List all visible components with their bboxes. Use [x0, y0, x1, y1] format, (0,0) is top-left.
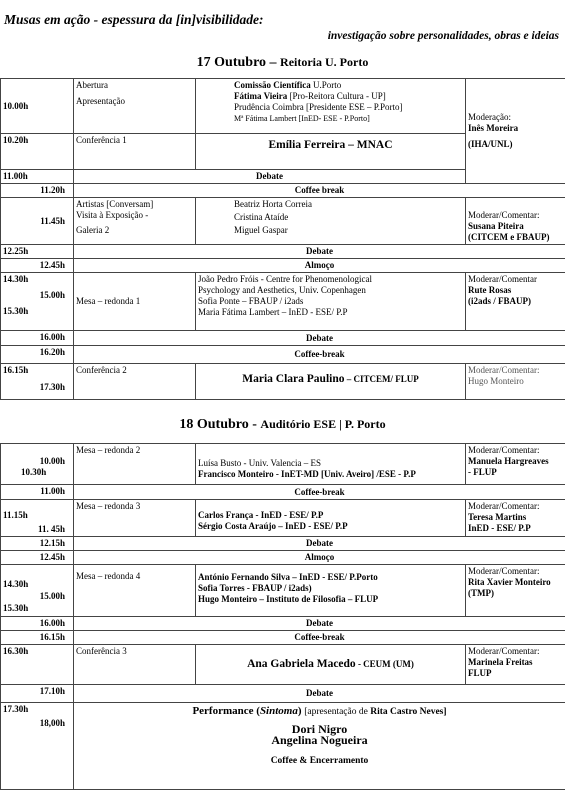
- performer-name: Dori Nigro: [291, 722, 348, 736]
- moderator-label: Moderar/Comentar:: [468, 210, 540, 220]
- day2-header: 18 Outubro - Auditório ESE | P. Porto: [179, 417, 386, 432]
- speaker: Sofia Ponte – FBAUP / i2ads: [198, 296, 304, 306]
- activity: Abertura: [76, 80, 108, 90]
- activity: Conferência 2: [76, 365, 127, 375]
- performance-line: [76, 706, 563, 718]
- program-subtitle: investigação sobre personalidades, obras e ideias: [327, 30, 559, 42]
- presenter-name: Rita Castro Neves: [370, 707, 444, 717]
- moderator-label: Moderar/Comentar:: [468, 365, 540, 375]
- moderator-affiliation: FLUP: [468, 668, 492, 678]
- time: 18,00h: [39, 718, 65, 728]
- time: 10.00h: [39, 456, 65, 466]
- day2-place: Auditório ESE | P. Porto: [260, 417, 386, 431]
- table-row: [1, 273, 565, 331]
- speaker: Francisco Monteiro - InET-MD [Univ. Aveiro] /ESE - P.P: [198, 469, 416, 479]
- activity: Mesa – redonda 4: [76, 571, 141, 581]
- time: 15.30h: [3, 603, 29, 613]
- day1-schedule: [0, 78, 565, 400]
- speaker: Mª Fátima Lambert [InED- ESE - P.Porto]: [234, 114, 370, 123]
- time: 11.45h: [40, 215, 65, 226]
- table-row: [1, 537, 565, 551]
- moderator-label: Moderar/Comentar:: [468, 646, 540, 656]
- table-row: [1, 551, 565, 565]
- moderator-affiliation: InED - ESE/ P.P: [468, 523, 531, 533]
- moderator-name: Teresa Martins: [468, 512, 527, 522]
- affiliation: U.Porto: [310, 80, 342, 90]
- moderator-label: Moderar/Comentar:: [468, 501, 540, 511]
- performance-title: Sintoma: [259, 705, 298, 717]
- activity: Mesa – redonda 2: [76, 445, 141, 455]
- speaker: Hugo Monteiro – Instituto de Filosofia – FLUP: [198, 594, 379, 604]
- table-row: [1, 184, 565, 198]
- activity: Artistas [Conversam]: [76, 199, 154, 209]
- day1-header: 17 Outubro – Reitoria U. Porto: [196, 55, 369, 70]
- activity: Galeria 2: [76, 225, 110, 235]
- affiliation: Psychology and Aesthetics, Univ. Copenhagen: [198, 285, 366, 295]
- session-label: Coffee-break: [294, 632, 345, 642]
- time: 11.15h: [3, 510, 28, 520]
- activity: Conferência 1: [76, 135, 127, 145]
- moderator-affiliation: - FLUP: [468, 467, 497, 477]
- table-row: [1, 245, 565, 259]
- time: 17.30h: [39, 382, 65, 392]
- session-label: Almoço: [304, 552, 335, 562]
- moderator-label: Moderar/Comentar:: [468, 445, 540, 455]
- speaker: Cristina Ataíde: [234, 212, 289, 222]
- time: 12.45h: [39, 552, 65, 562]
- time: 11.00h: [3, 171, 28, 181]
- table-row: [1, 685, 565, 703]
- session-label: Debate: [306, 618, 333, 628]
- session-label: Coffee break: [294, 185, 345, 195]
- speaker: Maria Clara Paulino: [242, 373, 345, 385]
- time: 10.20h: [3, 135, 29, 145]
- session-label: Debate: [306, 538, 333, 548]
- affiliation: – CITCEM/ FLUP: [344, 374, 419, 384]
- time: 16.20h: [39, 347, 65, 357]
- time: 16.00h: [39, 332, 65, 342]
- session-label: Debate: [306, 332, 333, 343]
- time: 10.00h: [3, 100, 29, 111]
- speaker: Ana Gabriela Macedo: [247, 658, 356, 670]
- performance-label: Performance (: [192, 705, 260, 717]
- moderator-affiliation: (TMP): [468, 588, 494, 598]
- speaker: António Fernando Silva – InED - ESE/ P.Porto: [198, 572, 378, 582]
- session-label: Coffee-break: [294, 349, 345, 359]
- moderator-label: Moderação:: [468, 112, 511, 122]
- time: 12.15h: [39, 538, 65, 548]
- moderator-name: Marinela Freitas: [468, 657, 533, 667]
- speaker: Maria Fátima Lambert – InED - ESE/ P.P: [198, 307, 348, 317]
- table-row: [1, 198, 565, 245]
- program-title: Musas em ação - espessura da [in]visibilidade:: [4, 12, 264, 27]
- time: 11.00h: [40, 486, 65, 496]
- affiliation: - CEUM (UM): [355, 659, 414, 669]
- time: 15.00h: [39, 290, 65, 300]
- moderator-name: Manuela Hargreaves: [468, 456, 549, 466]
- moderator-name: Rita Xavier Monteiro: [468, 577, 551, 587]
- table-row: [1, 79, 565, 134]
- moderator-affiliation: (IHA/UNL): [468, 139, 513, 149]
- session-label: Debate: [306, 688, 333, 698]
- time: 11.20h: [40, 185, 65, 195]
- time: 16.15h: [39, 632, 65, 642]
- speaker: Fátima Vieira: [234, 91, 288, 101]
- table-row: [1, 645, 565, 685]
- speaker: Sérgio Costa Araújo – InED - ESE/ P.P: [198, 521, 348, 531]
- moderator-label: Moderar/Comentar:: [468, 566, 540, 576]
- moderator-name: Susana Piteira: [468, 221, 524, 231]
- speaker: Emília Ferreira – MNAC: [268, 139, 393, 151]
- affiliation: [Pro-Reitora Cultura - UP]: [287, 91, 386, 101]
- table-row: [1, 331, 565, 346]
- day2-date: 18 Outubro: [179, 417, 249, 432]
- moderator-name: Hugo Monteiro: [468, 376, 524, 386]
- time: 14.30h: [3, 274, 29, 284]
- speaker: Comissão Científica: [234, 80, 311, 90]
- time: 17.10h: [39, 686, 65, 696]
- moderator-affiliation: (CITCEM e FBAUP): [468, 232, 550, 242]
- time: 16.15h: [3, 365, 29, 375]
- table-row: [1, 565, 565, 617]
- speaker: Luísa Busto - Univ. Valencia – ES: [198, 458, 321, 468]
- table-row: [1, 346, 565, 364]
- table-row: [1, 617, 565, 631]
- time: 17.30h: [3, 704, 29, 714]
- activity: Mesa – redonda 3: [76, 501, 141, 511]
- table-row: [1, 444, 565, 485]
- table-row: [1, 485, 565, 500]
- performance-note: [apresentação de: [304, 707, 371, 717]
- performer-name: Angelina Nogueira: [271, 733, 368, 747]
- time: 16.00h: [39, 618, 65, 628]
- session-label: Debate: [306, 246, 333, 256]
- time: 10.30h: [21, 467, 47, 477]
- time: 14.30h: [3, 579, 29, 589]
- day1-date: 17 Outubro: [196, 55, 267, 70]
- table-row: [1, 364, 565, 400]
- time: 12.45h: [39, 260, 65, 270]
- moderator-name: Inês Moreira: [468, 123, 519, 133]
- day2-schedule: [0, 443, 565, 790]
- moderator-label: Moderar/Comentar: [468, 274, 537, 284]
- table-row: [1, 259, 565, 273]
- day1-place: Reitoria U. Porto: [280, 55, 369, 69]
- activity: Visita à Exposição -: [76, 210, 149, 220]
- session-label: Coffee-break: [294, 486, 345, 497]
- performance-note-close: ]: [443, 707, 447, 717]
- performance-label-close: ): [297, 705, 305, 717]
- speaker: Carlos França - InED - ESE/ P.P: [198, 510, 324, 520]
- session-label: Debate: [256, 171, 283, 181]
- time: 12.25h: [3, 246, 29, 256]
- speaker: João Pedro Fróis: [198, 274, 259, 284]
- speaker: Sofia Torres - FBAUP / i2ads): [198, 583, 312, 593]
- speaker: Prudência Coimbra [Presidente ESE – P.Porto]: [234, 102, 403, 112]
- activity: Apresentação: [76, 96, 125, 106]
- time: 15.30h: [3, 306, 29, 316]
- affiliation: - Centre for Phenomenological: [258, 274, 372, 284]
- speaker: Beatriz Horta Correia: [234, 199, 312, 209]
- table-row: [1, 631, 565, 645]
- time: 16.30h: [3, 646, 29, 656]
- time: 11. 45h: [37, 524, 65, 534]
- speaker: Miguel Gaspar: [234, 225, 288, 235]
- table-row: [1, 500, 565, 537]
- table-row: [1, 703, 565, 790]
- activity: Conferência 3: [76, 646, 127, 656]
- session-label: Almoço: [304, 260, 335, 270]
- activity: Mesa – redonda 1: [76, 296, 141, 306]
- moderator-affiliation: (i2ads / FBAUP): [468, 296, 531, 306]
- closing-label: Coffee & Encerramento: [270, 756, 369, 766]
- time: 15.00h: [39, 591, 65, 601]
- moderator-name: Rute Rosas: [468, 285, 512, 295]
